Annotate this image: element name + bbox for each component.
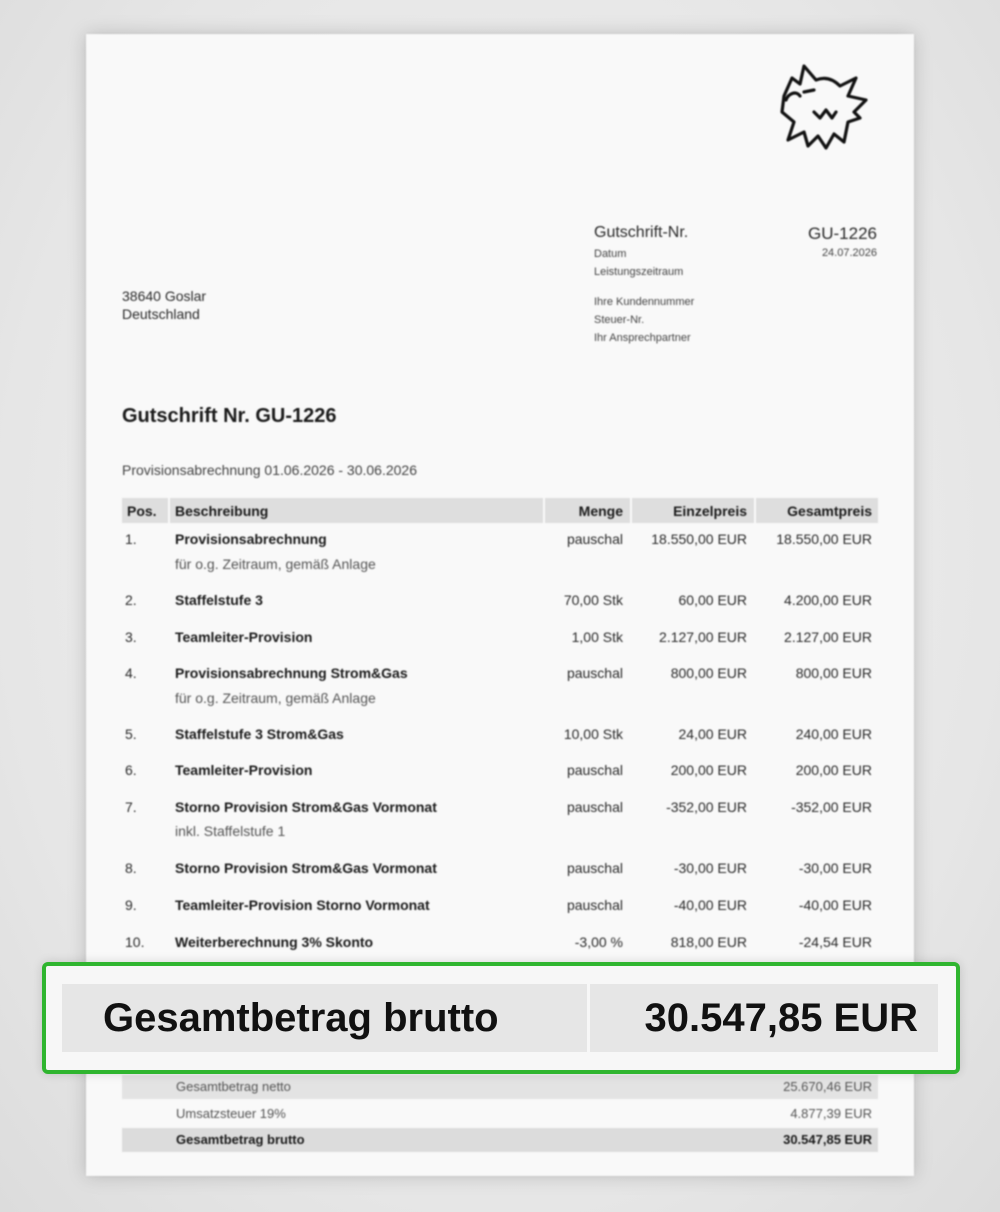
date-value: 24.07.2026 — [821, 247, 877, 259]
row-2-pos: 2. — [125, 592, 137, 608]
row-8-quantity: pauschal — [566, 860, 623, 876]
row-5-total: 240,00 EUR — [795, 726, 872, 742]
gross-total-value: 30.547,85 EUR — [783, 1132, 872, 1147]
row-5-pos: 5. — [125, 726, 137, 742]
row-9-description: Teamleiter-Provision Storno Vormonat — [175, 897, 430, 913]
address-city: 38640 Goslar — [122, 288, 207, 304]
row-6-unit-price: 200,00 EUR — [670, 762, 747, 778]
row-2-unit-price: 60,00 EUR — [678, 592, 747, 608]
row-1-quantity: pauschal — [566, 531, 623, 547]
header-total-price: Gesamtpreis — [787, 503, 872, 519]
vat-value: 4.877,39 EUR — [790, 1106, 872, 1121]
row-9-unit-price: -40,00 EUR — [673, 897, 747, 913]
row-6-quantity: pauschal — [566, 762, 623, 778]
row-4-unit-price: 800,00 EUR — [670, 665, 747, 681]
row-1-unit-price: 18.550,00 EUR — [651, 531, 747, 547]
column-divider — [168, 498, 170, 523]
row-1-total: 18.550,00 EUR — [776, 531, 872, 547]
service-period-label: Leistungszeitraum — [594, 266, 684, 278]
document-title: Gutschrift Nr. GU-1226 — [122, 405, 337, 427]
row-7-total: -352,00 EUR — [791, 799, 872, 815]
header-unit-price: Einzelpreis — [673, 503, 747, 519]
row-7-sub: inkl. Staffelstufe 1 — [175, 823, 286, 839]
highlight-label: Gesamtbetrag brutto — [103, 996, 499, 1040]
gross-total-label: Gesamtbetrag brutto — [176, 1132, 305, 1147]
credit-note-number: GU-1226 — [808, 224, 877, 243]
row-7-description: Storno Provision Strom&Gas Vormonat — [175, 799, 437, 815]
highlight-divider — [587, 984, 590, 1052]
net-total-label: Gesamtbetrag netto — [176, 1079, 291, 1094]
row-9-total: -40,00 EUR — [798, 897, 872, 913]
row-8-pos: 8. — [125, 860, 137, 876]
row-4-pos: 4. — [125, 665, 137, 681]
row-8-unit-price: -30,00 EUR — [673, 860, 747, 876]
row-5-unit-price: 24,00 EUR — [678, 726, 747, 742]
date-label: Datum — [594, 248, 627, 260]
row-5-description: Staffelstufe 3 Strom&Gas — [175, 726, 344, 742]
highlight-value: 30.547,85 EUR — [644, 996, 918, 1040]
row-2-total: 4.200,00 EUR — [784, 592, 872, 608]
column-divider — [754, 498, 756, 523]
row-1-pos: 1. — [125, 531, 137, 547]
row-4-total: 800,00 EUR — [795, 665, 872, 681]
row-3-total: 2.127,00 EUR — [784, 629, 872, 645]
customer-number-label: Ihre Kundennummer — [594, 296, 695, 308]
header-description: Beschreibung — [175, 503, 269, 519]
row-4-description: Provisionsabrechnung Strom&Gas — [175, 665, 408, 681]
tax-number-label: Steuer-Nr. — [594, 314, 645, 326]
row-1-sub: für o.g. Zeitraum, gemäß Anlage — [175, 556, 376, 572]
row-2-description: Staffelstufe 3 — [175, 592, 263, 608]
row-3-quantity: 1,00 Stk — [571, 629, 623, 645]
row-10-pos: 10. — [125, 934, 145, 950]
row-10-total: -24,54 EUR — [798, 934, 872, 950]
row-3-description: Teamleiter-Provision — [175, 629, 313, 645]
row-10-quantity: -3,00 % — [574, 934, 623, 950]
row-8-total: -30,00 EUR — [798, 860, 872, 876]
header-quantity: Menge — [578, 503, 623, 519]
row-8-description: Storno Provision Strom&Gas Vormonat — [175, 860, 437, 876]
net-total-value: 25.670,46 EUR — [783, 1079, 872, 1094]
row-4-quantity: pauschal — [566, 665, 623, 681]
wolf-head-icon — [774, 56, 874, 156]
column-divider — [630, 498, 632, 523]
row-7-quantity: pauschal — [566, 799, 623, 815]
row-9-pos: 9. — [125, 897, 137, 913]
row-4-sub: für o.g. Zeitraum, gemäß Anlage — [175, 690, 376, 706]
document-subtitle: Provisionsabrechnung 01.06.2026 - 30.06.2026 — [122, 462, 417, 478]
row-1-description: Provisionsabrechnung — [175, 531, 327, 547]
row-7-pos: 7. — [125, 799, 137, 815]
row-6-pos: 6. — [125, 762, 137, 778]
address-country: Deutschland — [122, 306, 200, 322]
credit-note-number-label: Gutschrift-Nr. — [594, 224, 689, 241]
row-10-unit-price: 818,00 EUR — [670, 934, 747, 950]
contact-label: Ihr Ansprechpartner — [594, 332, 691, 344]
row-5-quantity: 10,00 Stk — [563, 726, 623, 742]
row-10-description: Weiterberechnung 3% Skonto — [175, 934, 374, 950]
vat-label: Umsatzsteuer 19% — [176, 1106, 286, 1121]
column-divider — [543, 498, 545, 523]
row-2-quantity: 70,00 Stk — [563, 592, 623, 608]
row-3-unit-price: 2.127,00 EUR — [659, 629, 747, 645]
row-9-quantity: pauschal — [566, 897, 623, 913]
row-6-total: 200,00 EUR — [795, 762, 872, 778]
row-3-pos: 3. — [125, 629, 137, 645]
header-pos: Pos. — [127, 503, 157, 519]
row-7-unit-price: -352,00 EUR — [666, 799, 747, 815]
row-6-description: Teamleiter-Provision — [175, 762, 313, 778]
